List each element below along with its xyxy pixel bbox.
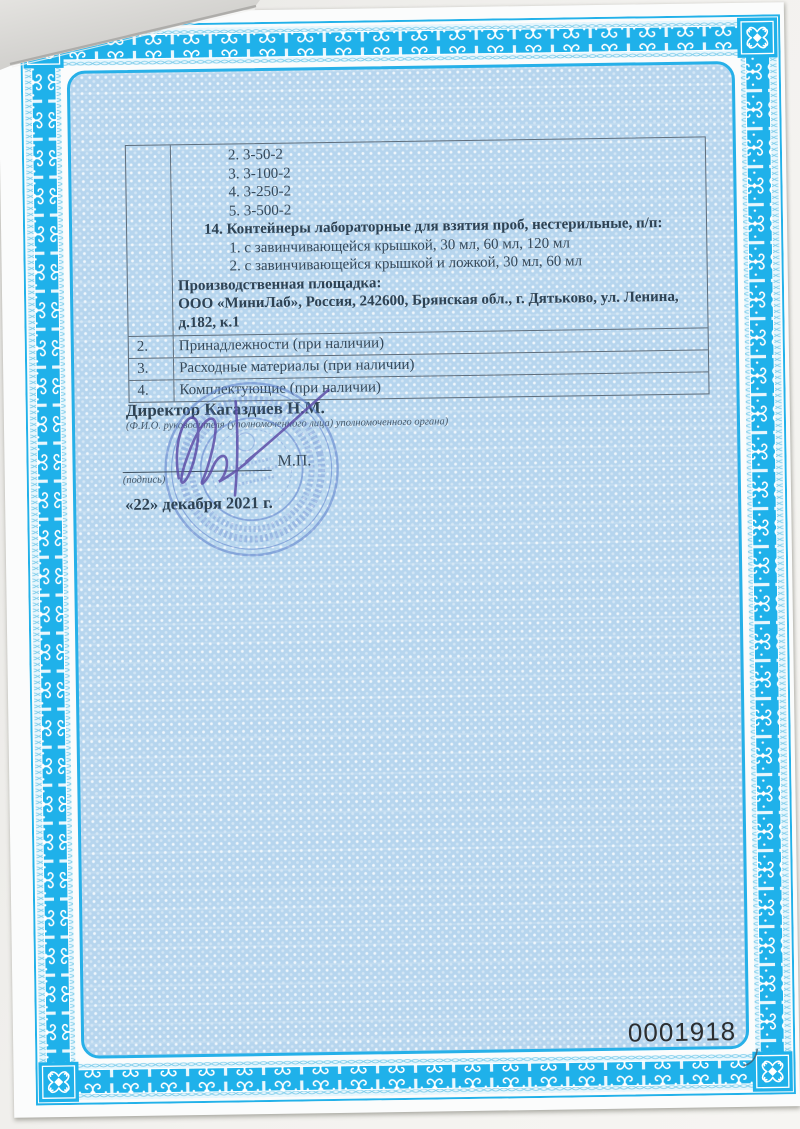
table-row-number	[126, 145, 174, 336]
list-item: 5. 3-500-2	[228, 202, 292, 219]
issue-date: «22» декабря 2021 г.	[125, 492, 273, 515]
table-row-number: 3.	[129, 358, 174, 380]
table-row-number: 4.	[129, 380, 174, 402]
serial-number: 0001918	[627, 1016, 737, 1048]
table-row-number: 2.	[129, 336, 174, 358]
list-item: 1. с завинчивающейся крышкой, 30 мл, 60 мл, 120 мл	[229, 234, 571, 256]
folded-corner-overlay	[0, 0, 270, 72]
director-name-line: Директор Кагаздиев Н.М.	[125, 398, 325, 421]
list-item: 4. 3-250-2	[228, 183, 292, 201]
certificate-paper	[0, 2, 800, 1118]
signature-caption: (подпись)	[122, 474, 166, 487]
table-row	[126, 137, 708, 336]
corner-curl-mark-icon	[741, 1048, 761, 1068]
table-row-label: Расходные материалы (при наличии)	[179, 356, 415, 377]
device-list-table	[125, 136, 710, 403]
production-site-value: ООО «МиниЛаб», Россия, 242600, Брянская обл., г. Дятьково, ул. Ленина, д.182, к.1	[178, 288, 679, 331]
list-item: 3. 3-100-2	[228, 165, 291, 182]
list-item: 2. 3-50-2	[227, 146, 284, 164]
director-caption: (Ф.И.О. руководителя (уполномоченного лица) уполномоченного органа)	[125, 416, 449, 433]
certificate-content-area	[67, 61, 750, 1059]
list-item: 2. с завинчивающейся крышкой и ложкой, 30 мл, 60 мл	[229, 253, 583, 275]
table-row-label: Принадлежности (при наличии)	[178, 335, 385, 355]
item-14-title: 14. Контейнеры лабораторные для взятия проб, нестерильные, п/п:	[203, 215, 663, 238]
table-row-label: Комплектующие (при наличии)	[179, 379, 382, 399]
mp-seal-label: М.П.	[277, 452, 312, 470]
production-site-label: Производственная площадка:	[177, 274, 382, 294]
